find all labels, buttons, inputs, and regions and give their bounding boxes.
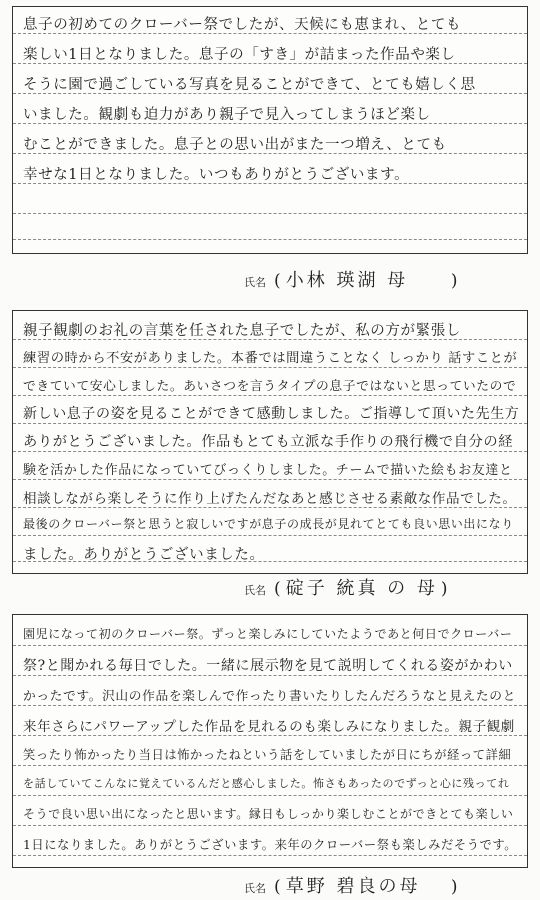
comment-line: 最後のクローバー祭と思うと寂しいですが息子の成長が見れてとても良い思い出になり — [23, 517, 514, 531]
ruled-line — [13, 213, 527, 214]
comment-card-1 — [12, 6, 528, 254]
ruled-line — [13, 423, 527, 424]
ruled-line — [13, 795, 527, 796]
ruled-line — [13, 825, 527, 826]
comment-line: そうに園で過ごしている写真を見ることができて、とても嬉しく思 — [23, 77, 476, 93]
ruled-line — [13, 479, 527, 480]
comment-line: 験を活かした作品になっていてびっくりしました。チームで描いた絵もお友達と — [23, 463, 513, 478]
ruled-line — [13, 855, 527, 856]
comment-line: 祭?と聞かれる毎日でした。一緒に展示物を見て説明してくれる姿がかわい — [23, 658, 513, 674]
signature-name: 小林 瑛湖 母 — [285, 270, 409, 291]
comment-card-3 — [12, 614, 528, 868]
comment-card-2 — [12, 310, 528, 574]
comment-line: いました。観劇も迫力があり親子で見入ってしまうほど楽し — [23, 107, 431, 123]
comment-line: 練習の時から不安がありました。本番では間違うことなく しっかり 話すことが — [23, 351, 518, 366]
comment-line: できていて安心しました。あいさつを言うタイプの息子ではないと思っていたので — [23, 379, 517, 394]
signature-3 — [244, 872, 457, 898]
signature-close-paren: ) — [440, 579, 448, 599]
signature-close-paren: ) — [450, 877, 458, 897]
signature-name: 碇子 統真 の 母 — [285, 578, 438, 599]
comment-line: 新しい息子の姿を見ることができて感動しました。ご指導して頂いた先生方 — [23, 406, 519, 422]
signature-open-paren: ( — [274, 579, 281, 599]
signature-label: 氏名 — [244, 276, 266, 289]
signature-label: 氏名 — [244, 584, 266, 597]
signature-2 — [244, 574, 447, 600]
comment-line: ました。ありがとうございました。 — [23, 547, 265, 563]
comment-line: 息子の初めてのクローバー祭でしたが、天候にも恵まれ、とても — [23, 17, 462, 33]
ruled-line — [13, 535, 527, 536]
comment-line: を話していてこんなに覚えているんだと感心しました。怖さもあったのでずっと心に残ってれ — [23, 777, 510, 790]
comment-line: 園児になって初のクローバー祭。ずっと楽しみにしていたようであと何日でクローバー — [23, 627, 513, 641]
ruled-line — [13, 675, 527, 676]
comment-line: 来年さらにパワーアップした作品を見れるのも楽しみになりました。親子観劇 — [23, 719, 515, 735]
ruled-line — [13, 451, 527, 452]
comment-line: 幸せな1日となりました。いつもありがとうございます。 — [23, 167, 410, 183]
ruled-line — [13, 367, 527, 368]
signature-open-paren: ( — [274, 271, 281, 291]
comment-line: 相談しながら楽しそうに作り上げたんだなあと感じさせる素敵な作品でした。 — [23, 491, 517, 507]
ruled-line — [13, 239, 527, 240]
comment-line: 親子観劇のお礼の言葉を任された息子でしたが、私の方が緊張し — [23, 323, 461, 339]
comment-line: 楽しい1日となりました。息子の「すき」が詰まった作品や楽し — [23, 47, 456, 63]
signature-name: 草野 碧良の母 — [285, 876, 421, 897]
ruled-line — [13, 705, 527, 706]
comment-line: むことができました。息子との思い出がまた一つ増え、とても — [23, 137, 447, 153]
ruled-line — [13, 645, 527, 646]
comment-line: かったです。沢山の作品を楽しんで作ったり書いたりしたんだろうなと見えたのと — [23, 689, 516, 704]
signature-open-paren: ( — [274, 877, 281, 897]
signature-label: 氏名 — [244, 882, 266, 895]
ruled-line — [13, 507, 527, 508]
comment-line: そうで良い思い出になったと思います。縁日もしっかり楽しむことができとても楽しい — [23, 807, 514, 821]
ruled-line — [13, 765, 527, 766]
ruled-line — [13, 735, 527, 736]
comment-line: 1日になりました。ありがとうございます。来年のクローバー祭も楽しみだそうです。 — [23, 838, 518, 852]
ruled-line — [13, 395, 527, 396]
comment-line: 笑ったり怖かったり当日は怖かったねという話をしていましたが日にちが経って詳細 — [23, 748, 512, 762]
signature-close-paren: ) — [450, 271, 458, 291]
signature-1 — [244, 266, 457, 292]
comment-line: ありがとうございました。作品もとても立派な手作りの飛行機で自分の経 — [23, 434, 514, 450]
